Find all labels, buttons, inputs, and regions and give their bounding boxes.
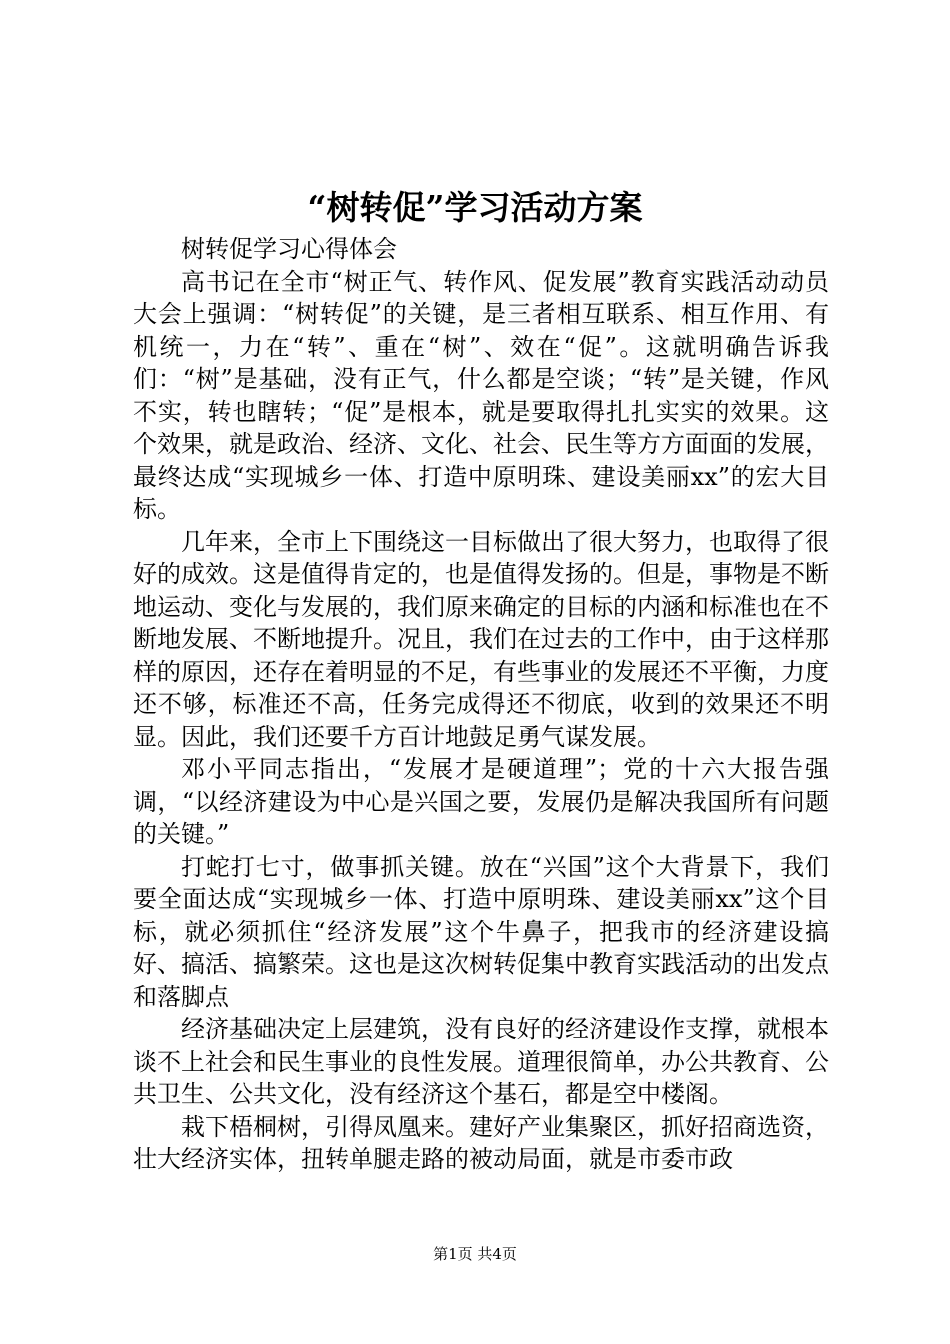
document-body	[133, 233, 829, 1176]
paragraph-7: 栽下梧桐树，引得凤凰来。建好产业集聚区，抓好招商选资，壮大经济实体，扭转单腿走路的被动局面，就是市委市政	[133, 1112, 829, 1173]
document-title: “树转促”学习活动方案	[307, 188, 643, 227]
paragraph-6: 经济基础决定上层建筑，没有良好的经济建设作支撑，就根本谈不上社会和民生事业的良性发展。道理很简单，办公共教育、公共卫生、公共文化，没有经济这个基石，都是空中楼阁。	[133, 1015, 829, 1108]
paragraph-5: 打蛇打七寸，做事抓关键。放在“兴国”这个大背景下，我们要全面达成“实现城乡一体、打造中原明珠、建设美丽xx”这个目标，就必须抓住“经济发展”这个牛鼻子，把我市的经济建设搞好、搞活、搞繁荣。这也是这次树转促集中教育实践活动的出发点和落脚点	[133, 852, 829, 1011]
paragraph-4: 邓小平同志指出，“发展才是硬道理”；党的十六大报告强调，“以经济建设为中心是兴国之要，发展仍是解决我国所有问题的关键。”	[133, 755, 829, 848]
paragraph-2: 高书记在全市“树正气、转作风、促发展”教育实践活动动员大会上强调：“树转促”的关键，是三者相互联系、相互作用、有机统一，力在“转”、重在“树”、效在“促”。这就明确告诉我们：“树”是基础，没有正气，什么都是空谈；“转”是关键，作风不实，转也瞎转；“促”是根本，就是要取得扎扎实实的效果。这个效果，就是政治、经济、文化、社会、民生等方方面面的发展，最终达成“实现城乡一体、打造中原明珠、建设美丽xx”的宏大目标。	[133, 267, 829, 523]
page-number-footer: 第1页 共4页	[433, 1245, 517, 1263]
paragraph-3: 几年来，全市上下围绕这一目标做出了很大努力，也取得了很好的成效。这是值得肯定的，也是值得发扬的。但是，事物是不断地运动、变化与发展的，我们原来确定的目标的内涵和标准也在不断地发展、不断地提升。况且，我们在过去的工作中，由于这样那样的原因，还存在着明显的不足，有些事业的发展还不平衡，力度还不够，标准还不高，任务完成得还不彻底，收到的效果还不明显。因此，我们还要千方百计地鼓足勇气谋发展。	[133, 527, 829, 751]
paragraph-1: 树转促学习心得体会	[181, 235, 397, 263]
